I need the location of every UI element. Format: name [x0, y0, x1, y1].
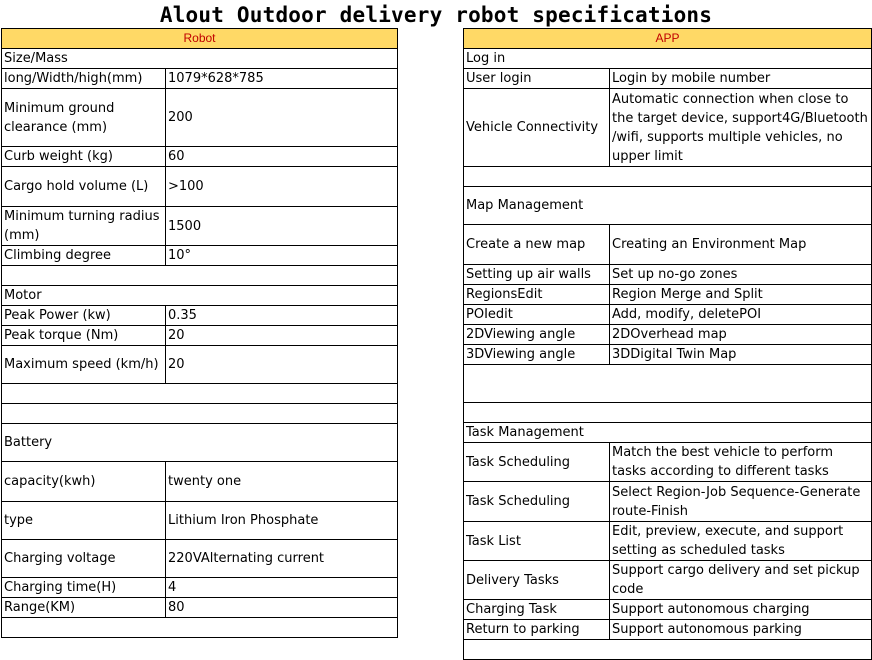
robot-row — [2, 167, 398, 207]
section-heading: Size/Mass — [2, 49, 398, 69]
app-row — [464, 640, 872, 660]
spec-label: Curb weight (kg) — [2, 147, 166, 167]
spec-value: Creating an Environment Map — [610, 225, 872, 265]
robot-row — [2, 326, 398, 346]
robot-row — [2, 306, 398, 326]
app-row — [464, 620, 872, 640]
robot-row — [2, 49, 398, 69]
app-row — [464, 225, 872, 265]
page-title: Alout Outdoor delivery robot specifications — [159, 3, 713, 27]
app-spec-table — [463, 28, 872, 660]
app-row — [464, 423, 872, 443]
spec-value: 0.35 — [166, 306, 398, 326]
section-heading: Log in — [464, 49, 872, 69]
empty-row — [2, 404, 398, 424]
robot-row — [2, 384, 398, 404]
spec-value: 20 — [166, 346, 398, 384]
spec-value: Support autonomous charging — [610, 600, 872, 620]
empty-row — [464, 640, 872, 660]
robot-row — [2, 286, 398, 306]
empty-row — [2, 618, 398, 638]
app-row — [464, 69, 872, 89]
robot-row — [2, 462, 398, 502]
app-row — [464, 600, 872, 620]
spec-value: 80 — [166, 598, 398, 618]
spec-value: Automatic connection when close to the target device, support4G/Bluetooth /wifi, supports multiple vehicles, no upper limit — [610, 89, 872, 167]
robot-row — [2, 424, 398, 462]
spec-label: Range(KM) — [2, 598, 166, 618]
spec-label: Charging Task — [464, 600, 610, 620]
robot-row — [2, 69, 398, 89]
app-row — [464, 345, 872, 365]
spec-label: Task List — [464, 522, 610, 561]
spec-label: Maximum speed (km/h) — [2, 346, 166, 384]
section-heading: Motor — [2, 286, 398, 306]
spec-label: 2DViewing angle — [464, 325, 610, 345]
app-row — [464, 49, 872, 69]
spec-value: 10° — [166, 246, 398, 266]
spec-label: RegionsEdit — [464, 285, 610, 305]
spec-label: POIedit — [464, 305, 610, 325]
app-row — [464, 522, 872, 561]
spec-label: Return to parking — [464, 620, 610, 640]
app-row — [464, 167, 872, 187]
spec-label: long/Width/high(mm) — [2, 69, 166, 89]
spec-label: Create a new map — [464, 225, 610, 265]
spec-value: Edit, preview, execute, and support setting as scheduled tasks — [610, 522, 872, 561]
app-row — [464, 561, 872, 600]
robot-row — [2, 246, 398, 266]
spec-label: Charging time(H) — [2, 578, 166, 598]
spec-value: 20 — [166, 326, 398, 346]
spec-value: Support cargo delivery and set pickup code — [610, 561, 872, 600]
spec-value: >100 — [166, 167, 398, 207]
app-table-header: APP — [464, 29, 872, 49]
spec-label: Cargo hold volume (L) — [2, 167, 166, 207]
app-row — [464, 443, 872, 482]
robot-table-header: Robot — [2, 29, 398, 49]
spec-value: Support autonomous parking — [610, 620, 872, 640]
spec-label: Task Scheduling — [464, 482, 610, 522]
spec-value: Lithium Iron Phosphate — [166, 502, 398, 540]
robot-row — [2, 540, 398, 578]
app-row — [464, 285, 872, 305]
spec-label: Peak Power (kw) — [2, 306, 166, 326]
robot-row — [2, 598, 398, 618]
spec-label: Minimum ground clearance (mm) — [2, 89, 166, 147]
robot-row — [2, 207, 398, 246]
spec-label: User login — [464, 69, 610, 89]
spec-value: twenty one — [166, 462, 398, 502]
spec-label: type — [2, 502, 166, 540]
robot-row — [2, 404, 398, 424]
spec-label: Delivery Tasks — [464, 561, 610, 600]
spec-value: Set up no-go zones — [610, 265, 872, 285]
robot-row — [2, 147, 398, 167]
spec-label: Climbing degree — [2, 246, 166, 266]
spec-label: Setting up air walls — [464, 265, 610, 285]
spec-value: Add, modify, deletePOI — [610, 305, 872, 325]
spec-label: Minimum turning radius (mm) — [2, 207, 166, 246]
section-heading: Task Management — [464, 423, 872, 443]
spec-value: 1079*628*785 — [166, 69, 398, 89]
spec-label: Peak torque (Nm) — [2, 326, 166, 346]
section-heading: Map Management — [464, 187, 872, 225]
app-row — [464, 265, 872, 285]
robot-row — [2, 502, 398, 540]
robot-row — [2, 89, 398, 147]
spec-value: 1500 — [166, 207, 398, 246]
robot-row — [2, 618, 398, 638]
spec-label: 3DViewing angle — [464, 345, 610, 365]
empty-row — [2, 384, 398, 404]
app-row — [464, 89, 872, 167]
empty-row — [2, 266, 398, 286]
spec-label: capacity(kwh) — [2, 462, 166, 502]
app-row — [464, 305, 872, 325]
spec-value: 220VAlternating current — [166, 540, 398, 578]
spec-value: 4 — [166, 578, 398, 598]
robot-row — [2, 266, 398, 286]
spec-value: Login by mobile number — [610, 69, 872, 89]
spec-value: Select Region-Job Sequence-Generate route-Finish — [610, 482, 872, 522]
empty-row — [464, 365, 872, 403]
app-row — [464, 325, 872, 345]
spec-value: 60 — [166, 147, 398, 167]
app-row — [464, 187, 872, 225]
spec-value: Match the best vehicle to perform tasks according to different tasks — [610, 443, 872, 482]
robot-spec-table — [1, 28, 398, 638]
spec-value: Region Merge and Split — [610, 285, 872, 305]
empty-row — [464, 167, 872, 187]
spec-value: 200 — [166, 89, 398, 147]
spec-value: 2DOverhead map — [610, 325, 872, 345]
spec-label: Vehicle Connectivity — [464, 89, 610, 167]
spec-label: Task Scheduling — [464, 443, 610, 482]
section-heading: Battery — [2, 424, 398, 462]
spec-label: Charging voltage — [2, 540, 166, 578]
app-row — [464, 403, 872, 423]
app-row — [464, 482, 872, 522]
robot-row — [2, 346, 398, 384]
empty-row — [464, 403, 872, 423]
robot-row — [2, 578, 398, 598]
app-row — [464, 365, 872, 403]
spec-value: 3DDigital Twin Map — [610, 345, 872, 365]
